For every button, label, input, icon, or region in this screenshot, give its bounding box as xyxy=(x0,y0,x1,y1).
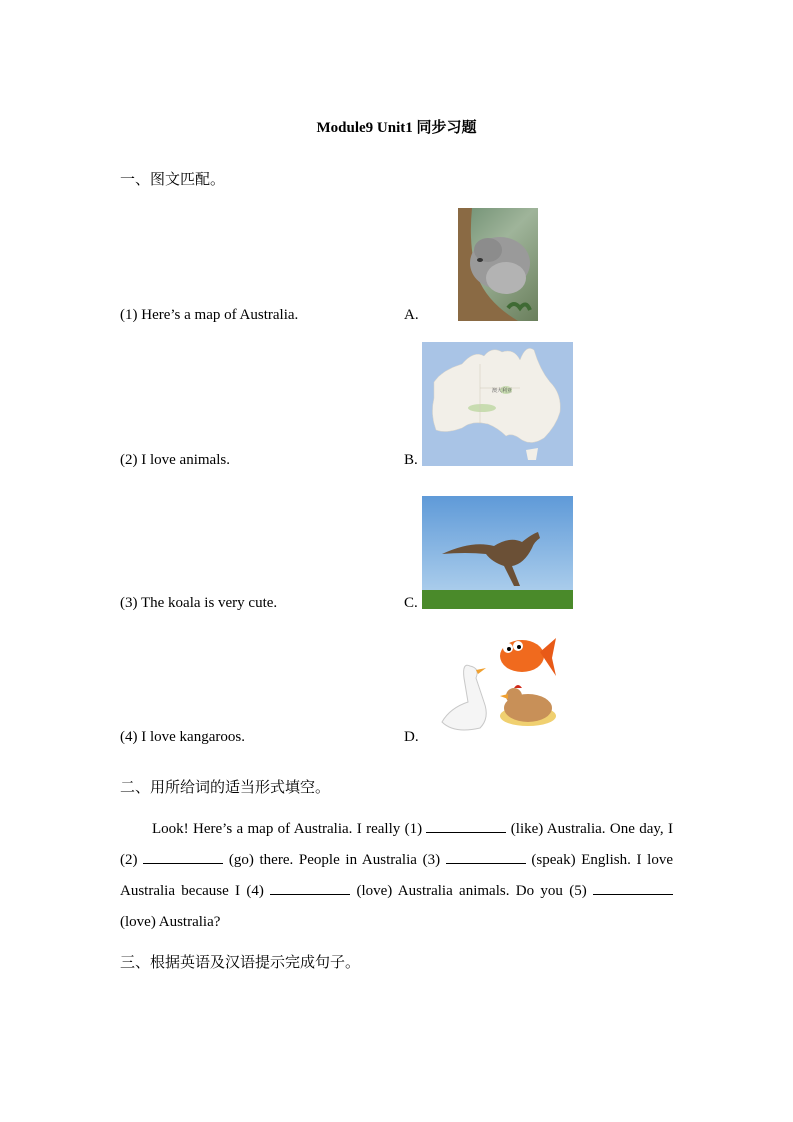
blank-4[interactable] xyxy=(270,882,350,895)
page-title: Module9 Unit1 同步习题 xyxy=(316,120,477,136)
svg-text:澳大利亚: 澳大利亚 xyxy=(492,389,513,394)
option-letter-a: A. xyxy=(404,307,419,323)
blank-2[interactable] xyxy=(143,851,223,864)
option-letter-d: D. xyxy=(404,729,419,745)
section-3-heading: 三、根据英语及汉语提示完成句子。 xyxy=(120,953,361,971)
fill-in-paragraph xyxy=(120,814,673,938)
paragraph-text: (love) Australia animals. Do you (5) xyxy=(350,883,594,899)
match-sentence-3: (3) The koala is very cute. xyxy=(120,595,278,611)
paragraph-text: Look! Here’s a map of Australia. I really (1) xyxy=(152,821,427,837)
blank-3[interactable] xyxy=(446,851,526,864)
option-letter-c: C. xyxy=(404,595,418,611)
blank-5[interactable] xyxy=(593,882,673,895)
match-sentence-4: (4) I love kangaroos. xyxy=(120,729,245,745)
paragraph-text: (love) Australia? xyxy=(120,914,221,930)
paragraph-text: (go) there. People in Australia (3) xyxy=(223,852,446,868)
koala-image xyxy=(458,208,538,321)
blank-1[interactable] xyxy=(426,820,506,833)
section-2-heading: 二、用所给词的适当形式填空。 xyxy=(120,778,331,796)
australia-map-image xyxy=(422,342,573,466)
option-letter-b: B. xyxy=(404,452,418,468)
match-sentence-1: (1) Here’s a map of Australia. xyxy=(120,307,299,323)
paragraph-text: (speak) English. I love Australia because I (4) xyxy=(120,852,673,899)
animals-cartoon-image xyxy=(434,632,564,742)
match-sentence-2: (2) I love animals. xyxy=(120,452,230,468)
kangaroo-image xyxy=(422,496,573,609)
section-1-heading: 一、图文匹配。 xyxy=(120,170,226,188)
paragraph-text: (like) Australia. One day, I (2) xyxy=(120,821,673,868)
